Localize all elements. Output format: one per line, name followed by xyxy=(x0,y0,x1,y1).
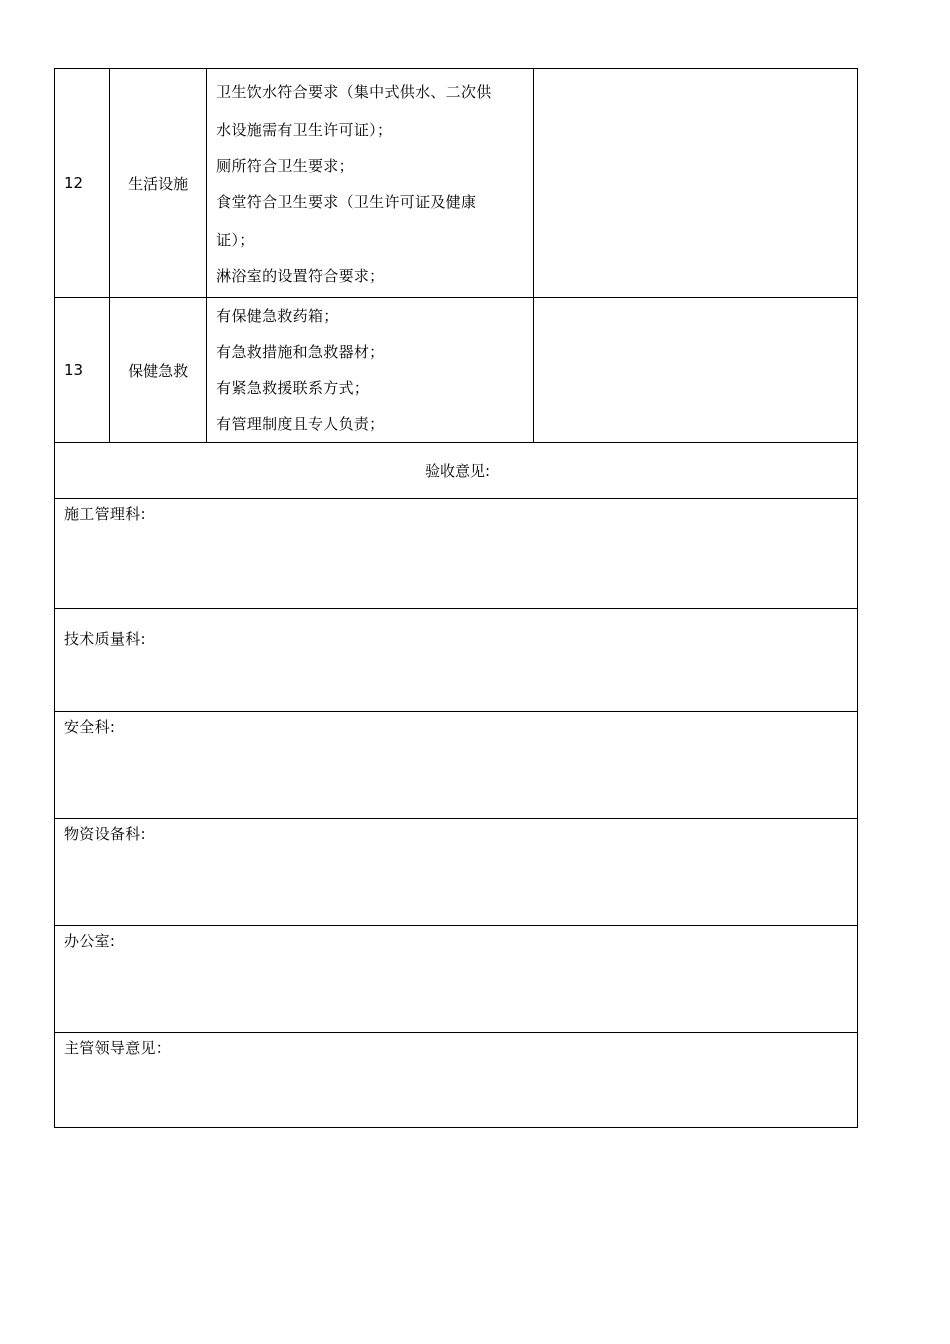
table-row-13 xyxy=(55,298,858,443)
item-number: 12 xyxy=(55,69,110,298)
opinion-section xyxy=(55,712,858,819)
item-requirements xyxy=(207,69,533,298)
section-supervisor-opinion[interactable]: 主管领导意见： xyxy=(55,1033,858,1128)
opinion-section xyxy=(55,609,858,712)
section-construction-management[interactable]: 施工管理科: xyxy=(55,499,858,609)
table-row-12 xyxy=(55,69,858,298)
opinion-section xyxy=(55,926,858,1033)
item-name: 保健急救 xyxy=(110,298,207,443)
requirement-line: 厕所符合卫生要求； xyxy=(216,157,354,175)
requirement-line: 有管理制度且专人负责； xyxy=(216,415,385,433)
opinion-section xyxy=(55,819,858,926)
section-technical-quality[interactable]: 技术质量科: xyxy=(55,609,858,712)
item-number: 13 xyxy=(55,298,110,443)
requirement-line: 水设施需有卫生许可证）； xyxy=(216,121,393,139)
item-result-cell[interactable] xyxy=(533,298,857,443)
requirement-line: 淋浴室的设置符合要求； xyxy=(216,267,385,285)
inspection-form-table xyxy=(54,68,858,1128)
section-office[interactable]: 办公室: xyxy=(55,926,858,1033)
opinion-section xyxy=(55,1033,858,1128)
requirement-line: 食堂符合卫生要求（卫生许可证及健康 xyxy=(216,193,477,211)
item-name: 生活设施 xyxy=(110,69,207,298)
acceptance-header-row xyxy=(55,443,858,499)
opinion-section xyxy=(55,499,858,609)
item-result-cell[interactable] xyxy=(533,69,857,298)
item-requirements xyxy=(207,298,533,443)
requirement-line: 有急救措施和急救器材； xyxy=(216,343,385,361)
requirement-line: 卫生饮水符合要求（集中式供水、二次供 xyxy=(216,83,492,101)
requirement-line: 证）； xyxy=(216,231,255,249)
section-safety[interactable]: 安全科: xyxy=(55,712,858,819)
acceptance-header: 验收意见: xyxy=(55,443,858,499)
requirement-line: 有紧急救援联系方式； xyxy=(216,379,370,397)
requirement-line: 有保健急救药箱； xyxy=(216,307,339,325)
section-materials-equipment[interactable]: 物资设备科: xyxy=(55,819,858,926)
